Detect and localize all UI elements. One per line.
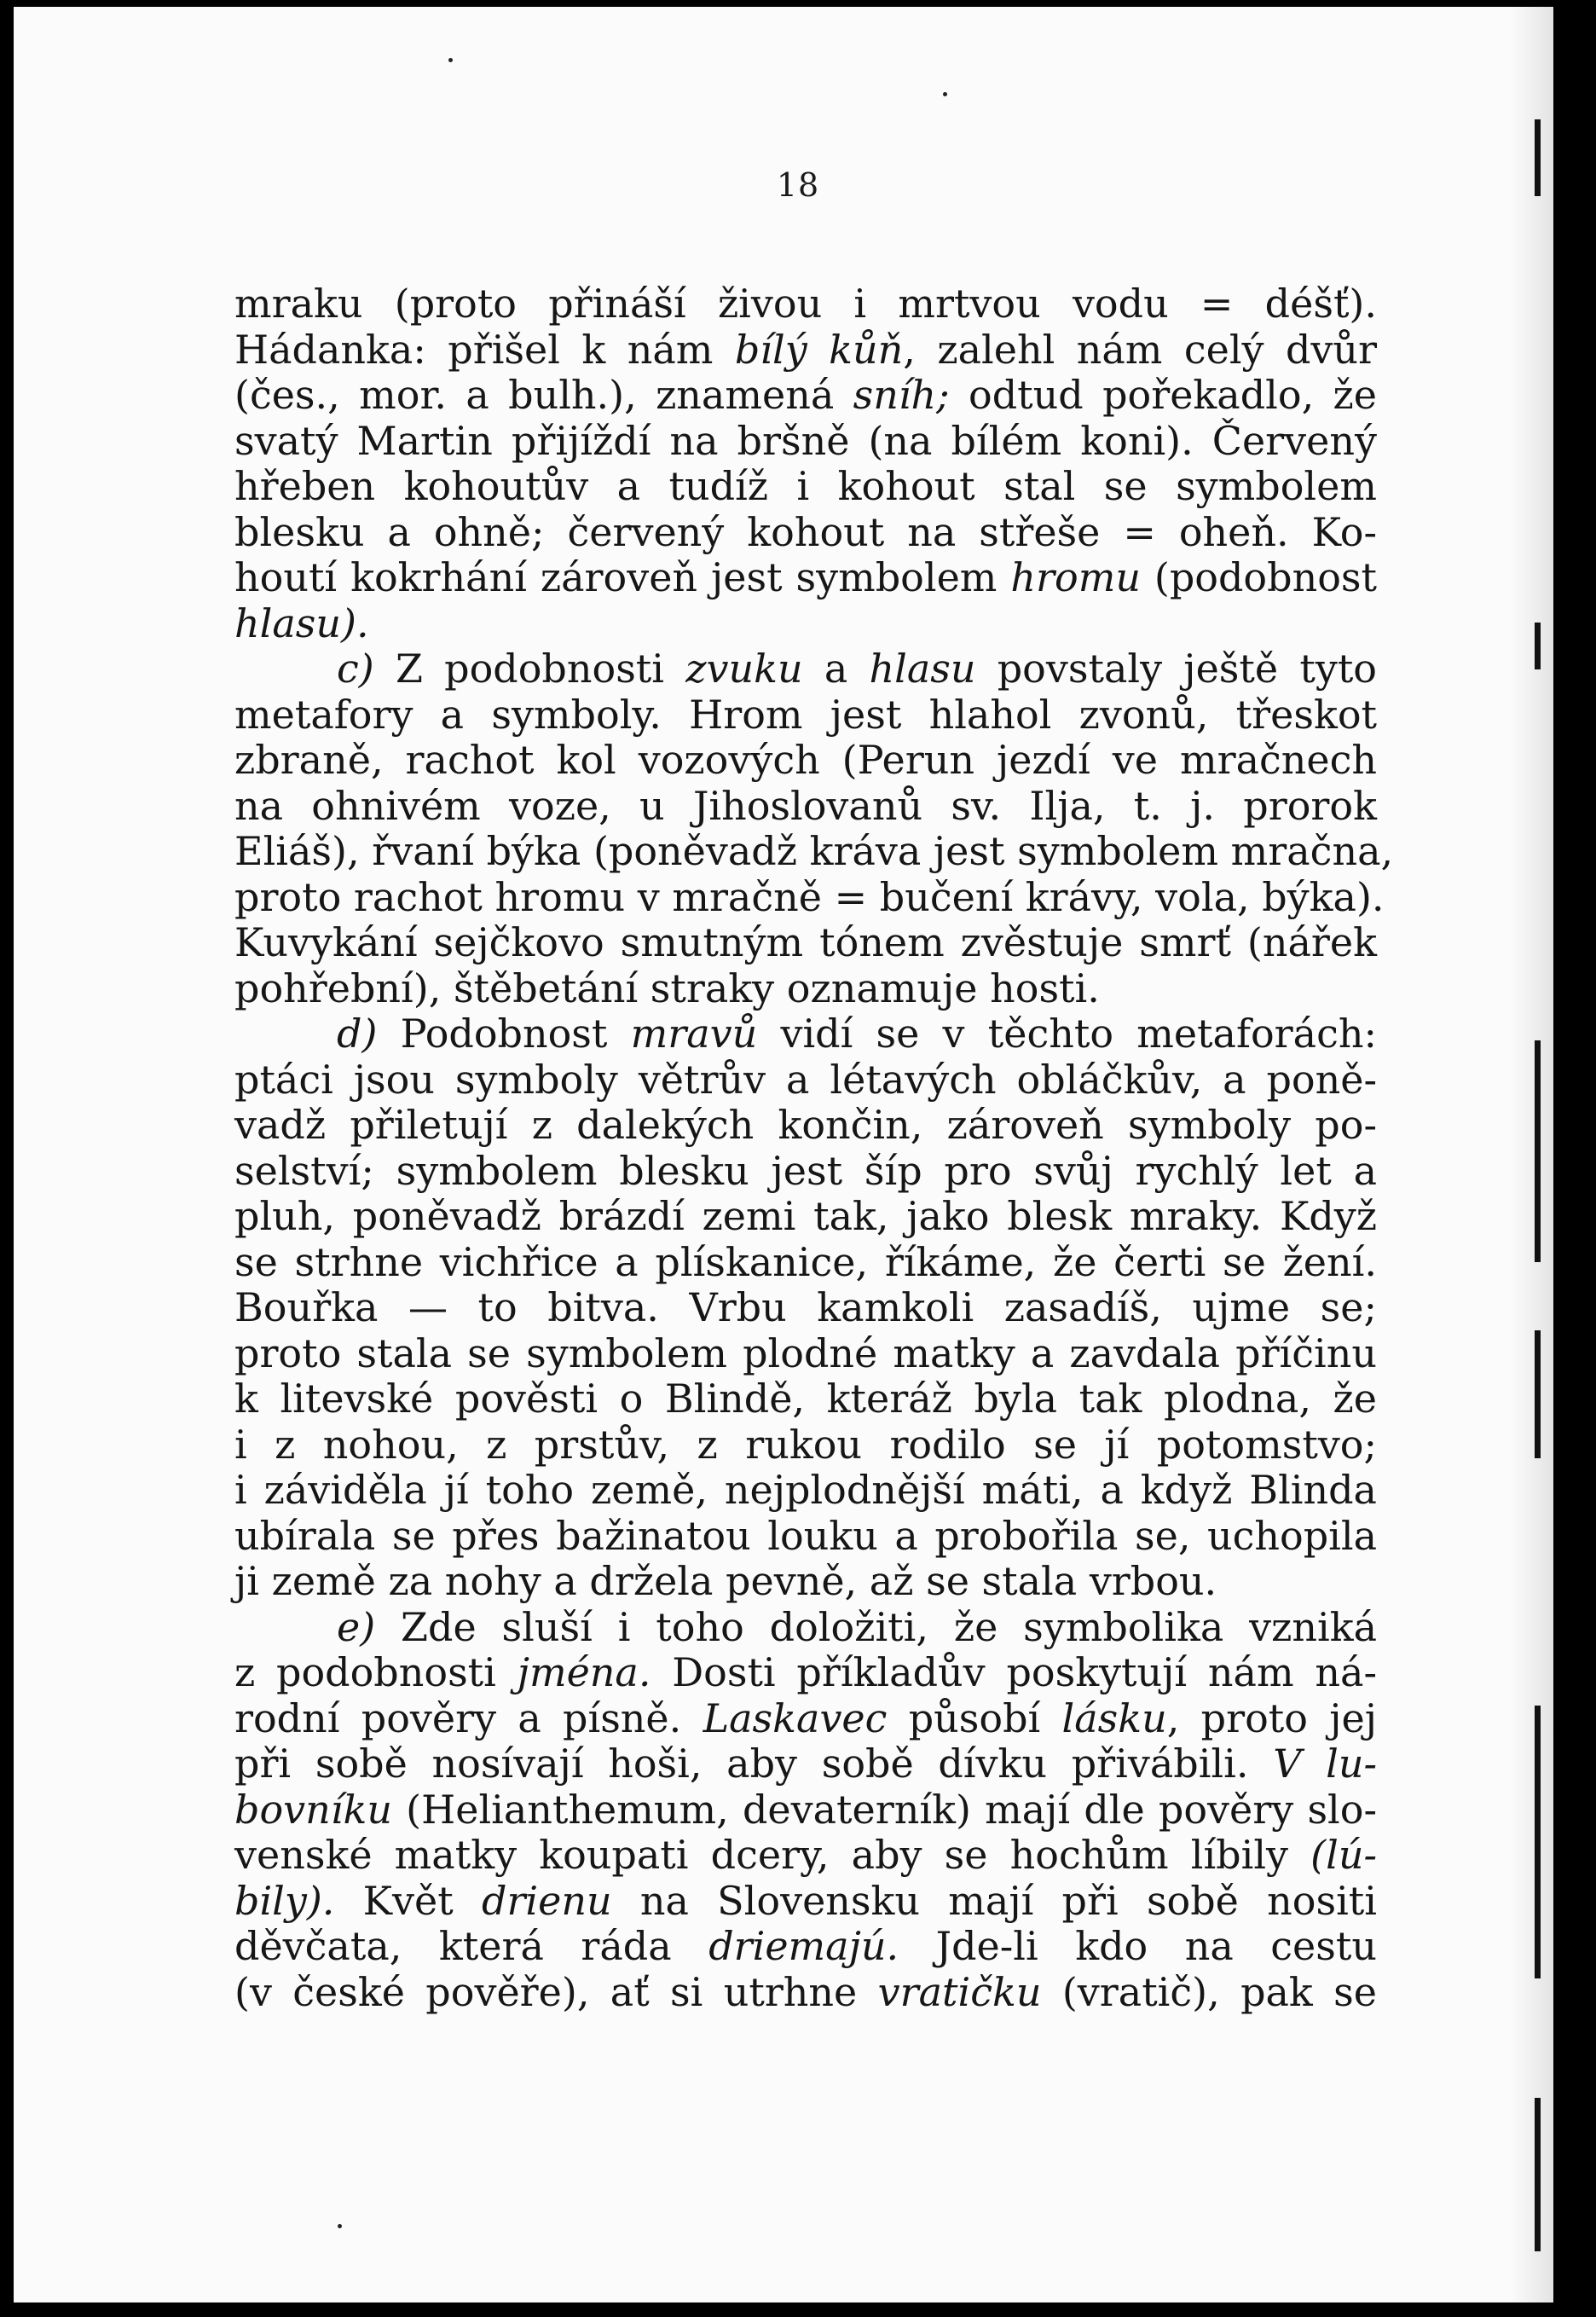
- italic-text: hlasu: [869, 646, 976, 692]
- text-span: ji země za nohy a držela pevně, až se stala vrbou.: [234, 1558, 1217, 1604]
- text-line: [234, 1194, 1377, 1240]
- text-line: [234, 464, 1377, 510]
- text-line: [234, 1285, 1377, 1331]
- text-line: [234, 510, 1377, 556]
- text-span: (podobnost: [1140, 554, 1377, 600]
- text-line: [234, 1650, 1377, 1696]
- italic-text: zvuku: [685, 646, 803, 692]
- text-line: [234, 1970, 1377, 2016]
- text-line: [234, 327, 1377, 374]
- text-span: povstaly ještě tyto: [975, 646, 1377, 692]
- text-span: (Helianthemum, devaterník) mají dle pověry slo-: [391, 1786, 1377, 1833]
- italic-text: Laskavec: [703, 1694, 888, 1741]
- text-line: [234, 1149, 1377, 1195]
- italic-text: bílý kůň: [734, 326, 904, 373]
- text-line: [234, 1468, 1377, 1514]
- text-line: [234, 1514, 1377, 1560]
- text-line: [234, 692, 1377, 739]
- text-span: (čes., mor. a bulh.), znamená: [234, 372, 853, 418]
- book-spine-shadow: [1511, 7, 1553, 2303]
- text-line: [234, 1696, 1377, 1742]
- spine-mark: [1535, 623, 1541, 669]
- text-line: [234, 1011, 1377, 1057]
- text-span: na Slovensku mají při sobě nositi: [611, 1877, 1377, 1924]
- text-line: [234, 1331, 1377, 1377]
- text-span: Zde sluší i toho doložiti, že symbolika vzniká: [375, 1603, 1377, 1650]
- text-line: [234, 784, 1377, 830]
- text-span: odtud pořekadlo, že: [949, 372, 1377, 418]
- text-span: (v české pověře), ať si utrhne: [234, 1968, 878, 2015]
- text-line: [234, 1240, 1377, 1286]
- italic-text: vratičku: [877, 1968, 1042, 2015]
- text-span: a: [802, 646, 870, 692]
- text-span: Podobnost: [377, 1011, 631, 1057]
- text-line: [234, 1376, 1377, 1422]
- text-span: na ohnivém voze, u Jihoslovanů sv. Ilja, t. j. prorok: [234, 782, 1377, 829]
- print-speck: [448, 58, 453, 62]
- text-span: Kuvykání sejčkovo smutným tónem zvěstuje smrť (nářek: [234, 919, 1377, 965]
- text-span: ptáci jsou symboly větrův a létavých obláčkův, a poně-: [234, 1056, 1377, 1103]
- text-line: [234, 1103, 1377, 1149]
- italic-text: hlasu).: [234, 600, 369, 646]
- text-span: Eliáš), řvaní býka (poněvadž kráva jest symbolem mračna,: [234, 828, 1394, 874]
- text-span: při sobě nosívají hoši, aby sobě dívku přivábili.: [234, 1741, 1274, 1787]
- text-span: metafory a symboly. Hrom jest hlahol zvonů, třeskot: [234, 691, 1377, 738]
- text-line: [234, 920, 1377, 966]
- text-span: proto rachot hromu v mračně = bučení krávy, vola, býka).: [234, 873, 1385, 920]
- text-line: [234, 1422, 1377, 1468]
- italic-text: e): [337, 1603, 376, 1650]
- print-speck: [338, 2224, 342, 2228]
- text-span: vidí se v těchto metaforách:: [757, 1011, 1377, 1057]
- text-span: vadž přiletují z dalekých končin, zároveň symboly po-: [234, 1102, 1377, 1148]
- text-span: venské matky koupati dcery, aby se hochům líbily: [234, 1832, 1311, 1878]
- italic-text: bovníku: [234, 1786, 392, 1833]
- text-span: z podobnosti: [234, 1649, 518, 1695]
- text-line: [234, 1741, 1377, 1787]
- text-span: rodní pověry a písně.: [234, 1694, 703, 1741]
- text-line: [234, 828, 1394, 875]
- text-span: blesku a ohně; červený kohout na střeše = oheň. Ko-: [234, 508, 1377, 555]
- text-span: působí: [887, 1694, 1062, 1741]
- italic-text: jména.: [517, 1649, 651, 1695]
- text-line: [234, 1879, 1377, 1925]
- body-text: [234, 281, 1394, 2015]
- italic-text: (lú-: [1310, 1832, 1377, 1878]
- text-line: [234, 1559, 1377, 1605]
- spine-mark: [1535, 2098, 1541, 2251]
- text-span: Bouřka — to bitva. Vrbu kamkoli zasadíš, ujme se;: [234, 1284, 1377, 1330]
- spine-mark: [1535, 1706, 1541, 1978]
- page-number: 18: [776, 166, 820, 204]
- text-line: [234, 373, 1377, 419]
- text-span: mraku (proto přináší živou i mrtvou vodu = déšť).: [234, 281, 1377, 327]
- text-line: [234, 281, 1377, 327]
- text-line: [234, 966, 1377, 1012]
- text-span: Hádanka: přišel k nám: [234, 326, 735, 373]
- text-span: Z podobnosti: [373, 646, 686, 692]
- text-span: ubírala se přes bažinatou louku a probořila se, uchopila: [234, 1512, 1377, 1559]
- text-span: , zalehl nám celý dvůr: [903, 326, 1378, 373]
- text-span: i z nohou, z prstův, z rukou rodilo se jí potomstvo;: [234, 1421, 1377, 1468]
- text-span: , proto jej: [1166, 1694, 1377, 1741]
- text-span: proto stala se symbolem plodné matky a zavdala příčinu: [234, 1329, 1377, 1376]
- italic-text: hromu: [1010, 554, 1141, 600]
- italic-text: sníh;: [853, 372, 950, 418]
- spine-mark: [1535, 1040, 1541, 1262]
- text-span: k litevské pověsti o Blindě, kteráž byla tak plodna, že: [234, 1376, 1377, 1422]
- italic-text: driemajú.: [708, 1923, 899, 1969]
- text-span: pohřební), štěbetání straky oznamuje hosti.: [234, 964, 1100, 1011]
- italic-text: mravů: [630, 1011, 758, 1057]
- italic-text: V lu-: [1273, 1741, 1377, 1787]
- text-span: svatý Martin přijíždí na bršně (na bílém koni). Červený: [234, 417, 1377, 464]
- text-line: [234, 1833, 1377, 1879]
- text-line: [234, 873, 1385, 921]
- text-line: [234, 1057, 1377, 1103]
- italic-text: drienu: [482, 1877, 612, 1924]
- text-span: zbraně, rachot kol vozových (Perun jezdí ve mračnech: [234, 737, 1377, 783]
- text-line: [234, 1787, 1377, 1833]
- italic-text: lásku: [1061, 1694, 1167, 1741]
- text-span: houtí kokrhání zároveň jest symbolem: [234, 554, 1011, 600]
- text-line: [234, 555, 1377, 601]
- text-span: hřeben kohoutův a tudíž i kohout stal se symbolem: [234, 463, 1377, 509]
- italic-text: c): [337, 646, 374, 692]
- text-span: se strhne vichřice a plískanice, říkáme, že čerti se žení.: [234, 1238, 1377, 1285]
- print-speck: [943, 92, 947, 96]
- text-line: [234, 419, 1377, 465]
- italic-text: d): [337, 1011, 378, 1057]
- text-span: Jde-li kdo na cestu: [899, 1923, 1377, 1969]
- text-line: [234, 646, 1377, 692]
- text-line: [234, 1605, 1377, 1651]
- text-span: Květ: [334, 1877, 482, 1924]
- text-span: i záviděla jí toho země, nejplodnější máti, a když Blinda: [234, 1467, 1377, 1513]
- text-line: [234, 601, 1377, 647]
- text-span: děvčata, která ráda: [234, 1923, 709, 1969]
- italic-text: bily).: [234, 1877, 335, 1924]
- text-span: (vratič), pak se: [1041, 1968, 1377, 2015]
- text-span: Dosti příkladův poskytují nám ná-: [651, 1649, 1377, 1695]
- spine-mark: [1535, 1330, 1541, 1458]
- text-line: [234, 738, 1377, 784]
- text-line: [234, 1924, 1377, 1970]
- text-span: pluh, poněvadž brázdí zemi tak, jako blesk mraky. Když: [234, 1193, 1377, 1239]
- text-span: selství; symbolem blesku jest šíp pro svůj rychlý let a: [234, 1147, 1377, 1194]
